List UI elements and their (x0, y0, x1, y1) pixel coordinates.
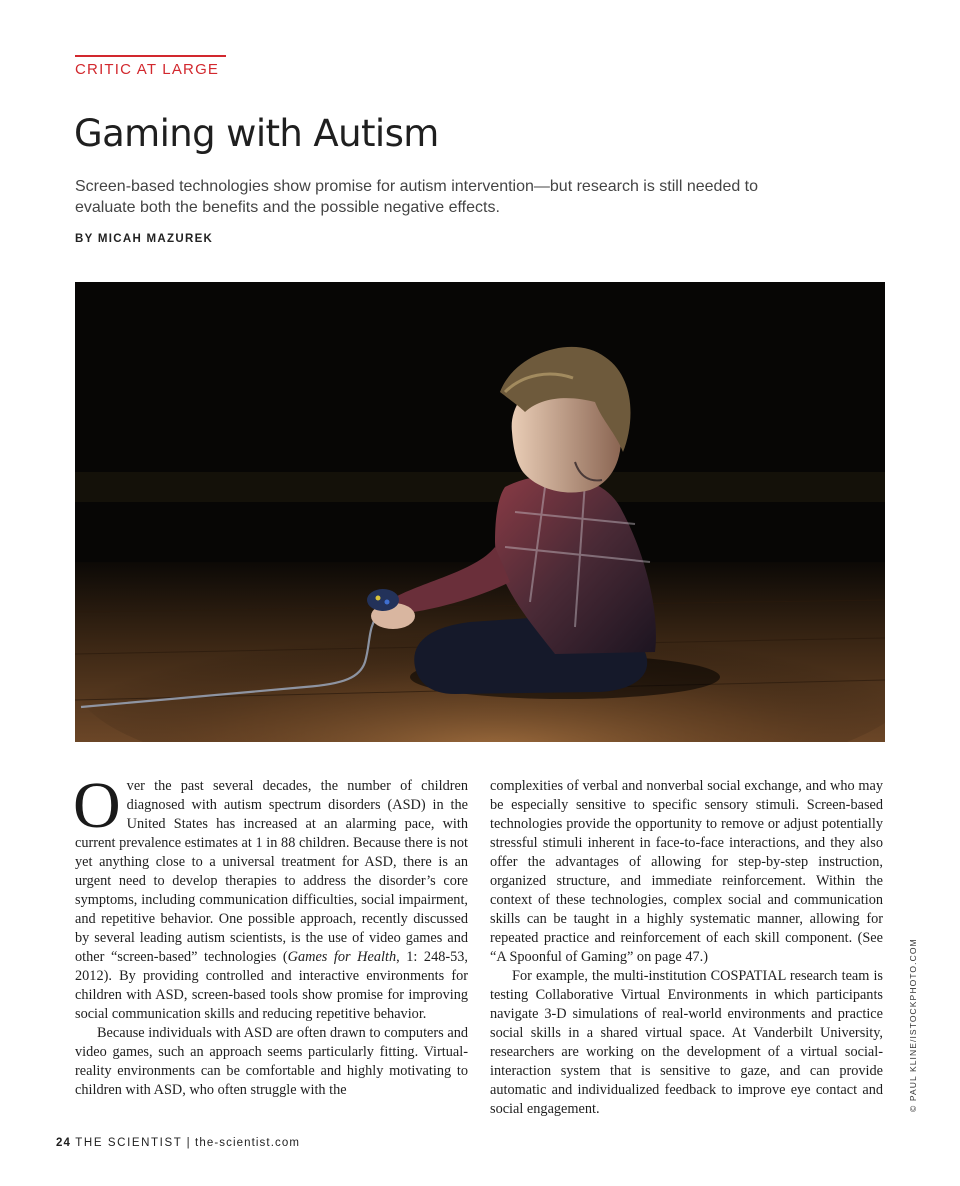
footer-url[interactable]: the-scientist.com (195, 1137, 301, 1149)
photo-credit: © PAUL KLINE/ISTOCKPHOTO.COM (908, 938, 918, 1112)
publication-name: THE SCIENTIST (75, 1137, 183, 1149)
page-footer (56, 1137, 300, 1149)
article-paragraph-1 (73, 769, 469, 1024)
article-byline: BY MICAH MAZUREK (75, 233, 214, 245)
section-rule (75, 55, 226, 57)
paragraph-1-text: ver the past several decades, the number of children diagnosed with autism spectrum disorders (ASD) in the United States has increased at an alarming pace, with current prevalence estimates at 1 in 88 children. Because there is not yet anything close to a universal treatment for ASD, there is an urgent need to develop therapies to address the disorder’s core symptoms, including communication difficulties, social impairment, and repetitive behavior. One possible approach, recently discussed by several leading autism scientists, is the use of video games and other “screen-based” technologies ( (75, 778, 468, 965)
article-headline: Gaming with Autism (74, 112, 439, 155)
paragraph-1-text-end: , 1: 248-53, 2012). By providing controlled and interactive environments for children with ASD, screen-based tools show promise for improving social communication skills and reducing repetitive behavior. (75, 949, 469, 1022)
article-deck: Screen-based technologies show promise for autism intervention—but research is still needed to evaluate both the benefits and the possible negative effects. (75, 178, 759, 216)
drop-cap: O (73, 769, 121, 842)
article-column-right (490, 777, 883, 1119)
section-label: CRITIC AT LARGE (75, 61, 220, 78)
article-paragraph-3: complexities of verbal and nonverbal social exchange, and who may be especially sensitive to specific sensory stimuli. Screen-based technologies provide the opportunity to remove or adjust potentially stressful stimuli inherent in face-to-face interactions, and they also offer the advantages of allowing for step-by-step instruction, organized structure, and immediate reinforcement. Within the context of these technologies, complex social and communication skills can be taught in a highly systematic manner, allowing for repeated practice and reinforcement of each skill component. (See “A Spoonful of Gaming” on page 47.) (490, 778, 883, 965)
journal-citation: Games for Health (287, 949, 397, 965)
page-number: 24 (56, 1137, 71, 1149)
article-paragraph-4: For example, the multi-institution COSPATIAL research team is testing Collaborative Virtual Environments in which participants navigate 3-D simulations of real-world environments and practice social skills in a shared virtual space. At Vanderbilt University, researchers are working on the development of a virtual social-interaction system that is sensitive to gaze, and can provide automatic and individualized feedback to improve eye contact and social engagement. (490, 968, 883, 1117)
article-paragraph-2: Because individuals with ASD are often drawn to computers and video games, such an approach seems particularly fitting. Virtual-reality environments can be comfortable and highly motivating to children with ASD, who often struggle with the (75, 1025, 468, 1098)
hero-photo (75, 282, 885, 742)
hero-photo-illustration (75, 282, 885, 742)
footer-separator: | (186, 1137, 191, 1149)
article-column-left (73, 769, 469, 1100)
